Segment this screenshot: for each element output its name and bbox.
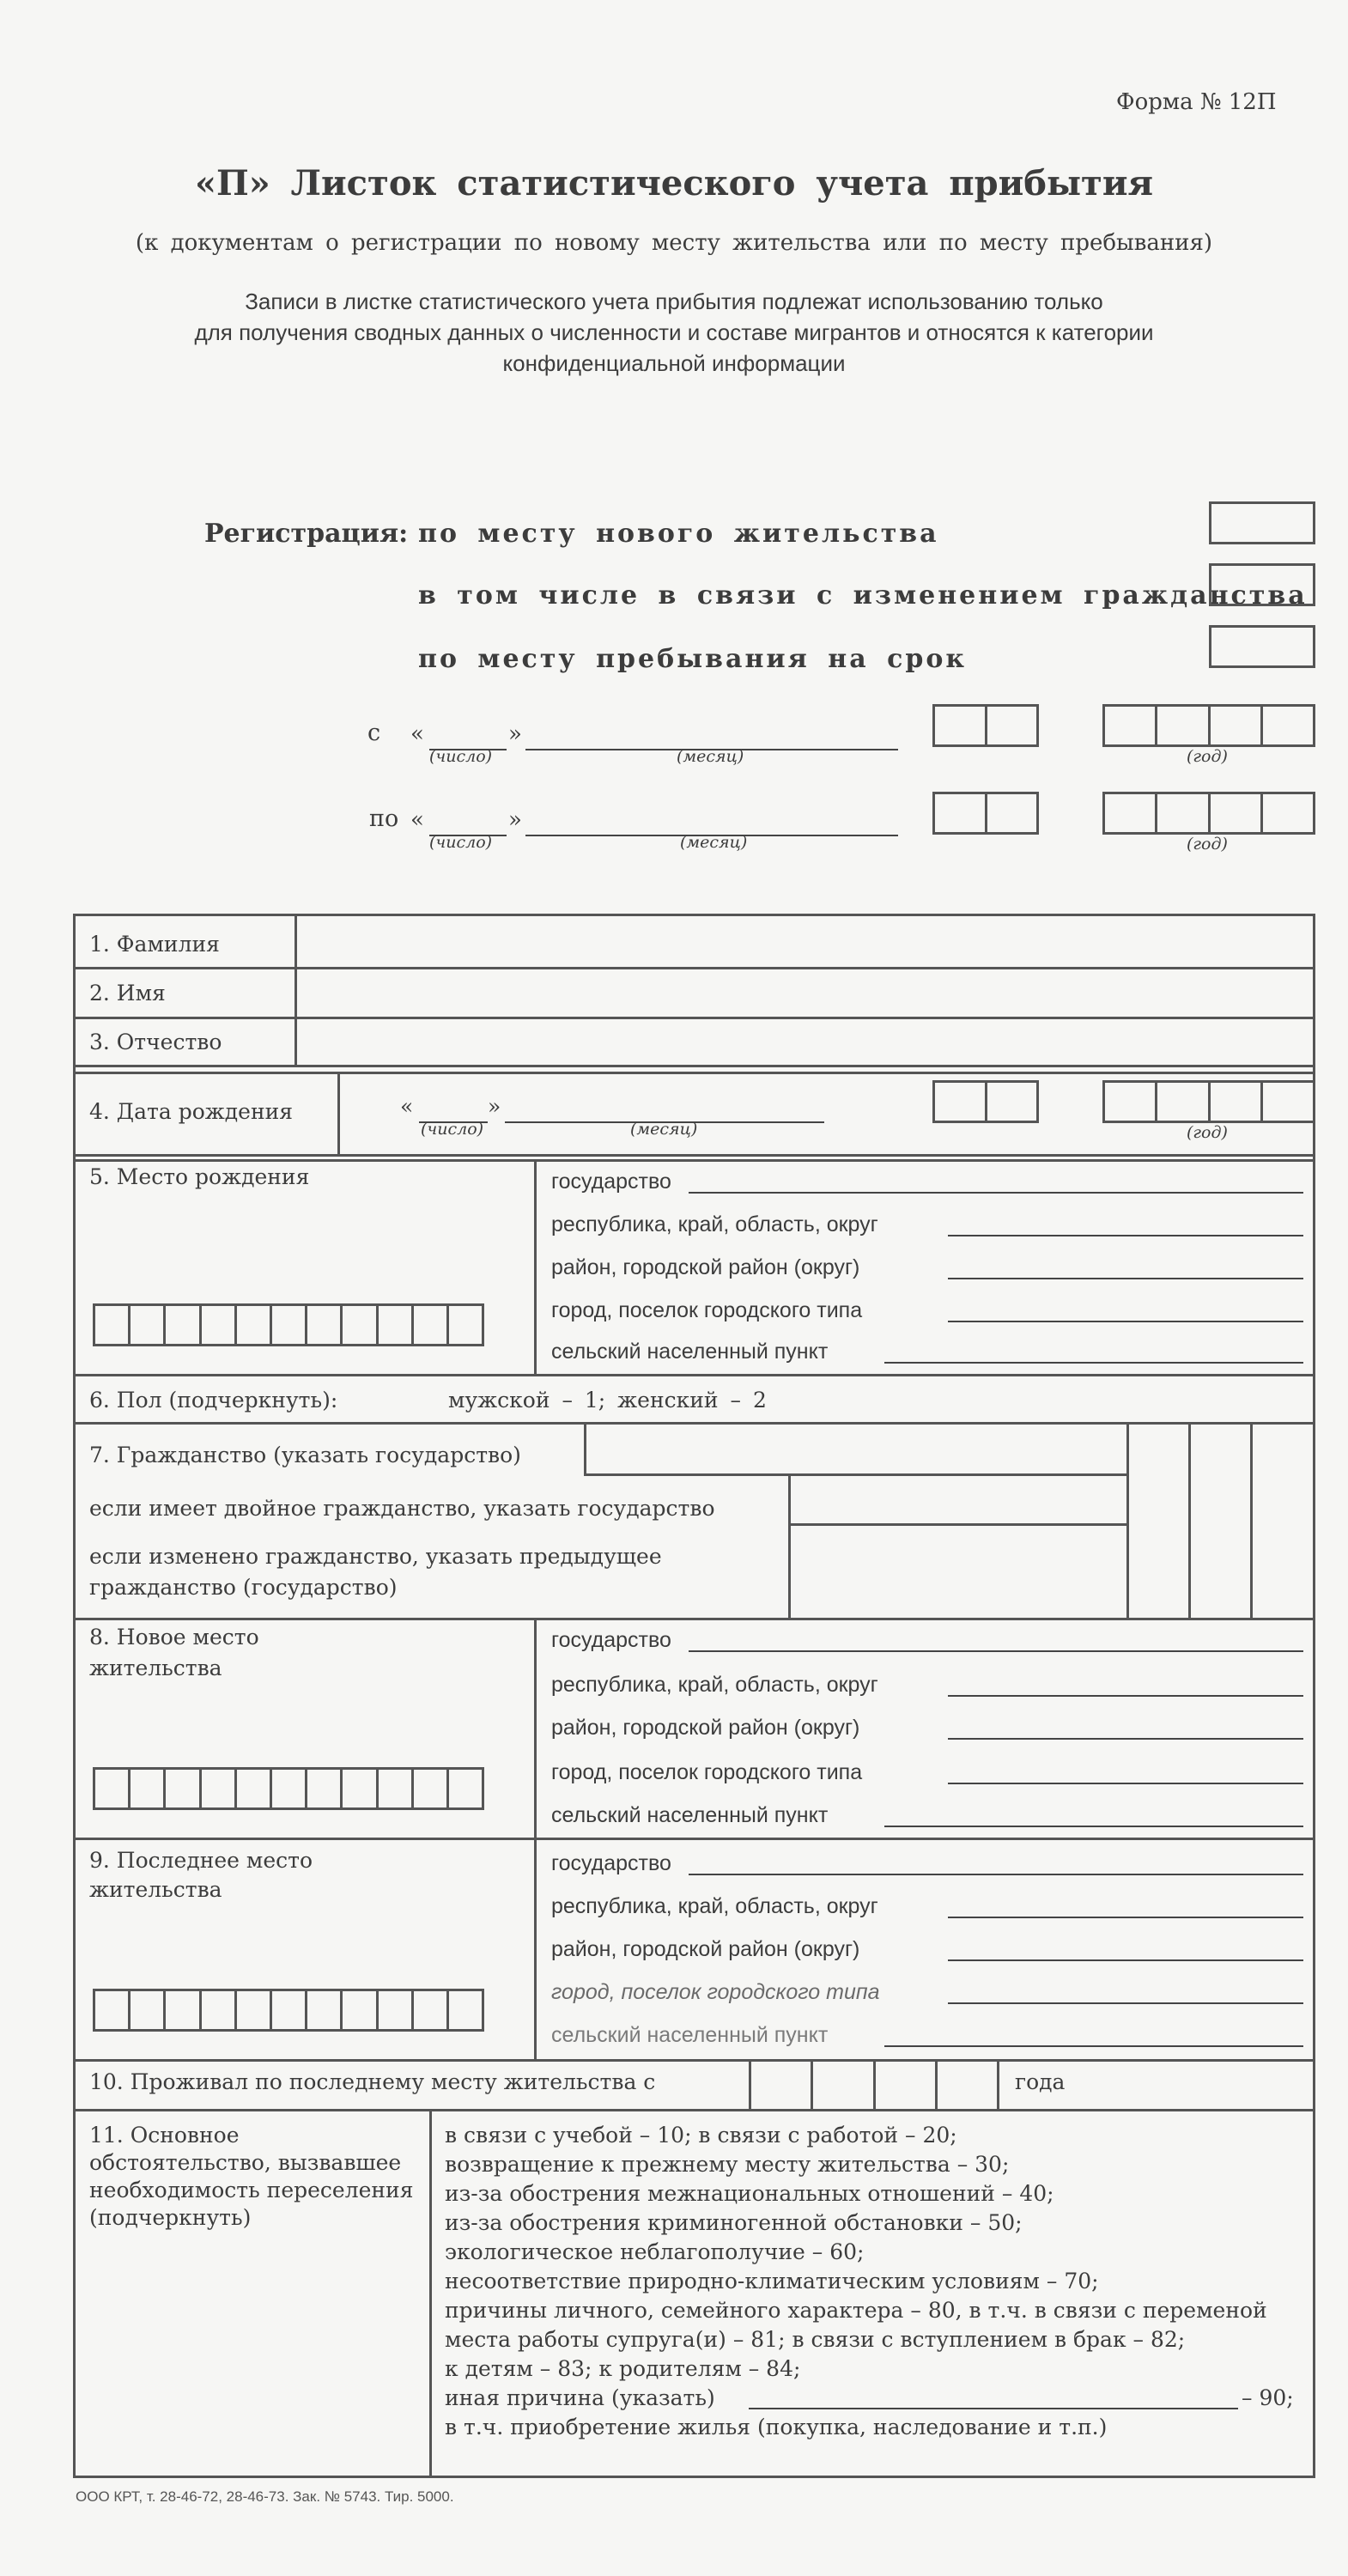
reason-relatives[interactable]: к детям – 83; к родителям – 84;: [445, 2356, 801, 2381]
new-residence-village-line[interactable]: [884, 1826, 1303, 1827]
registration-label: Регистрация:: [204, 519, 409, 549]
changed-citizenship-label-2: гражданство (государство): [89, 1575, 398, 1600]
page-title: «П» Листок статистического учета прибытия: [194, 163, 1154, 204]
date-to-label: по: [369, 805, 399, 832]
reason-family-1[interactable]: причины личного, семейного характера – 80, в т.ч. в связи с переменой: [445, 2298, 1267, 2323]
quote-open-icon: «: [410, 721, 424, 747]
birthplace-district-line[interactable]: [948, 1278, 1303, 1279]
from-year-hint: (год): [1187, 747, 1228, 766]
birthplace-city-line[interactable]: [948, 1321, 1303, 1322]
reason-other-code: – 90;: [1242, 2385, 1294, 2410]
notice-line-1: Записи в листке статистического учета прибытия подлежат использованию только: [245, 289, 1103, 314]
to-month-hint: (месяц): [680, 833, 748, 852]
reason-study-work[interactable]: в связи с учебой – 10; в связи с работой – 20;: [445, 2123, 957, 2148]
new-residence-region-line[interactable]: [948, 1695, 1303, 1697]
birthplace-region-line[interactable]: [948, 1235, 1303, 1236]
reason-housing[interactable]: в т.ч. приобретение жилья (покупка, наследование и т.п.): [445, 2415, 1108, 2439]
new-residence-district-label: район, городской район (округ): [551, 1716, 860, 1740]
field-name-label: 2. Имя: [89, 981, 166, 1005]
quote-open-icon: «: [410, 807, 424, 833]
field-birthdate-label: 4. Дата рождения: [89, 1099, 294, 1124]
last-residence-village-line[interactable]: [884, 2045, 1303, 2047]
from-day-hint: (число): [429, 747, 493, 766]
reason-family-2[interactable]: места работы супруга(и) – 81; в связи с вступлением в брак – 82;: [445, 2327, 1186, 2352]
from-month-hint: (месяц): [677, 747, 744, 766]
birthplace-code-cells[interactable]: [93, 1303, 484, 1346]
lived-since-year-label: года: [1015, 2069, 1066, 2094]
registration-temporary: по месту пребывания на срок: [418, 644, 968, 674]
last-residence-region-label: республика, край, область, округ: [551, 1894, 878, 1918]
to-month-cells[interactable]: [932, 792, 1039, 835]
birthplace-village-line[interactable]: [884, 1362, 1303, 1364]
quote-close-icon: »: [508, 807, 522, 833]
patronymic-input[interactable]: [301, 1020, 1310, 1061]
reason-climate[interactable]: несоответствие природно-климатическим условиям – 70;: [445, 2269, 1099, 2293]
new-residence-city-line[interactable]: [948, 1783, 1303, 1784]
name-input[interactable]: [301, 970, 1310, 1013]
new-residence-region-label: республика, край, область, округ: [551, 1673, 878, 1697]
reason-other-input[interactable]: [749, 2408, 1238, 2409]
new-residence-country-line[interactable]: [689, 1650, 1303, 1652]
dual-citizenship-label: если имеет двойное гражданство, указать государство: [89, 1496, 715, 1521]
last-residence-district-line[interactable]: [948, 1959, 1303, 1961]
new-residence-village-label: сельский населенный пункт: [551, 1803, 829, 1827]
birthplace-region-label: республика, край, область, округ: [551, 1212, 878, 1236]
to-year-hint: (год): [1187, 835, 1228, 854]
page-subtitle: (к документам о регистрации по новому месту жительства или по месту пребывания): [135, 230, 1213, 256]
field-citizenship-label: 7. Гражданство (указать государство): [89, 1443, 521, 1467]
citizenship-input[interactable]: [589, 1425, 1123, 1470]
to-day-hint: (число): [429, 833, 493, 852]
birthplace-district-label: район, городской район (округ): [551, 1255, 860, 1279]
changed-citizenship-label-1: если изменено гражданство, указать предыдущее: [89, 1544, 662, 1569]
notice-line-2: для получения сводных данных о численности и составе мигрантов и относятся к категории: [194, 319, 1154, 345]
print-footer: ООО КРТ, т. 28-46-72, 28-46-73. Зак. № 5743. Тир. 5000.: [76, 2488, 454, 2505]
quote-open-icon: «: [400, 1094, 414, 1119]
new-residence-checkbox[interactable]: [1209, 501, 1315, 544]
form-number: Форма № 12П: [1116, 89, 1277, 115]
birth-year-hint: (год): [1187, 1123, 1228, 1142]
temporary-stay-checkbox[interactable]: [1209, 625, 1315, 668]
field-reason-label-1: 11. Основное: [89, 2123, 240, 2148]
birthplace-country-label: государство: [551, 1170, 671, 1194]
from-month-cells[interactable]: [932, 704, 1039, 747]
date-from-label: с: [367, 720, 381, 746]
previous-citizenship-input[interactable]: [793, 1527, 1123, 1614]
last-residence-country-label: государство: [551, 1851, 671, 1875]
new-residence-code-cells[interactable]: [93, 1767, 484, 1810]
last-residence-district-label: район, городской район (округ): [551, 1937, 860, 1961]
birth-month-hint: (месяц): [630, 1120, 698, 1139]
field-sex-label: 6. Пол (подчеркнуть):: [89, 1388, 338, 1413]
last-residence-city-label: город, поселок городского типа: [551, 1980, 880, 2004]
registration-citizenship-change: в том числе в связи с изменением гражданства: [418, 580, 1308, 611]
last-residence-city-line[interactable]: [948, 2002, 1303, 2004]
birth-year-cells[interactable]: [1102, 1080, 1315, 1123]
quote-close-icon: »: [508, 721, 522, 747]
field-reason-label-2: обстоятельство, вызвавшее: [89, 2150, 402, 2175]
surname-input[interactable]: [301, 917, 1310, 963]
citizenship-change-checkbox[interactable]: [1209, 563, 1315, 606]
reason-crime[interactable]: из-за обострения криминогенной обстановки – 50;: [445, 2210, 1023, 2235]
birthplace-country-line[interactable]: [689, 1192, 1303, 1194]
new-residence-country-label: государство: [551, 1628, 671, 1652]
reason-ethnic[interactable]: из-за обострения межнациональных отношений – 40;: [445, 2181, 1054, 2206]
field-reason-label-3: необходимость переселения: [89, 2178, 414, 2202]
last-residence-village-label: сельский населенный пункт: [551, 2023, 829, 2047]
reason-other-label: иная причина (указать): [445, 2385, 715, 2410]
from-year-cells[interactable]: [1102, 704, 1315, 747]
birthplace-city-label: город, поселок городского типа: [551, 1298, 863, 1322]
field-last-residence-label-2: жительства: [89, 1877, 222, 1902]
lived-since-year-cells[interactable]: [749, 2059, 999, 2111]
to-year-cells[interactable]: [1102, 792, 1315, 835]
field-surname-label: 1. Фамилия: [89, 932, 220, 957]
registration-new-residence: по месту нового жительства: [418, 519, 939, 549]
last-residence-code-cells[interactable]: [93, 1989, 484, 2032]
field-new-residence-label-1: 8. Новое место: [89, 1625, 259, 1649]
birth-month-cells[interactable]: [932, 1080, 1039, 1123]
reason-return[interactable]: возвращение к прежнему месту жительства – 30;: [445, 2152, 1010, 2177]
field-birthplace-label: 5. Место рождения: [89, 1164, 310, 1189]
field-patronymic-label: 3. Отчество: [89, 1030, 222, 1054]
field-reason-label-4: (подчеркнуть): [89, 2205, 252, 2230]
new-residence-city-label: город, поселок городского типа: [551, 1760, 863, 1784]
sex-options[interactable]: мужской – 1; женский – 2: [448, 1388, 767, 1413]
notice-line-3: конфиденциальной информации: [502, 350, 846, 376]
last-residence-region-line[interactable]: [948, 1917, 1303, 1918]
birthplace-village-label: сельский населенный пункт: [551, 1340, 829, 1364]
dual-citizenship-input[interactable]: [793, 1477, 1123, 1520]
reason-ecology[interactable]: экологическое неблагополучие – 60;: [445, 2239, 865, 2264]
birth-day-hint: (число): [421, 1120, 484, 1139]
last-residence-country-line[interactable]: [689, 1874, 1303, 1875]
new-residence-district-line[interactable]: [948, 1738, 1303, 1740]
quote-close-icon: »: [488, 1094, 501, 1119]
field-new-residence-label-2: жительства: [89, 1656, 222, 1680]
field-last-residence-label-1: 9. Последнее место: [89, 1848, 313, 1873]
field-lived-since-label: 10. Проживал по последнему месту жительства с: [89, 2069, 656, 2094]
